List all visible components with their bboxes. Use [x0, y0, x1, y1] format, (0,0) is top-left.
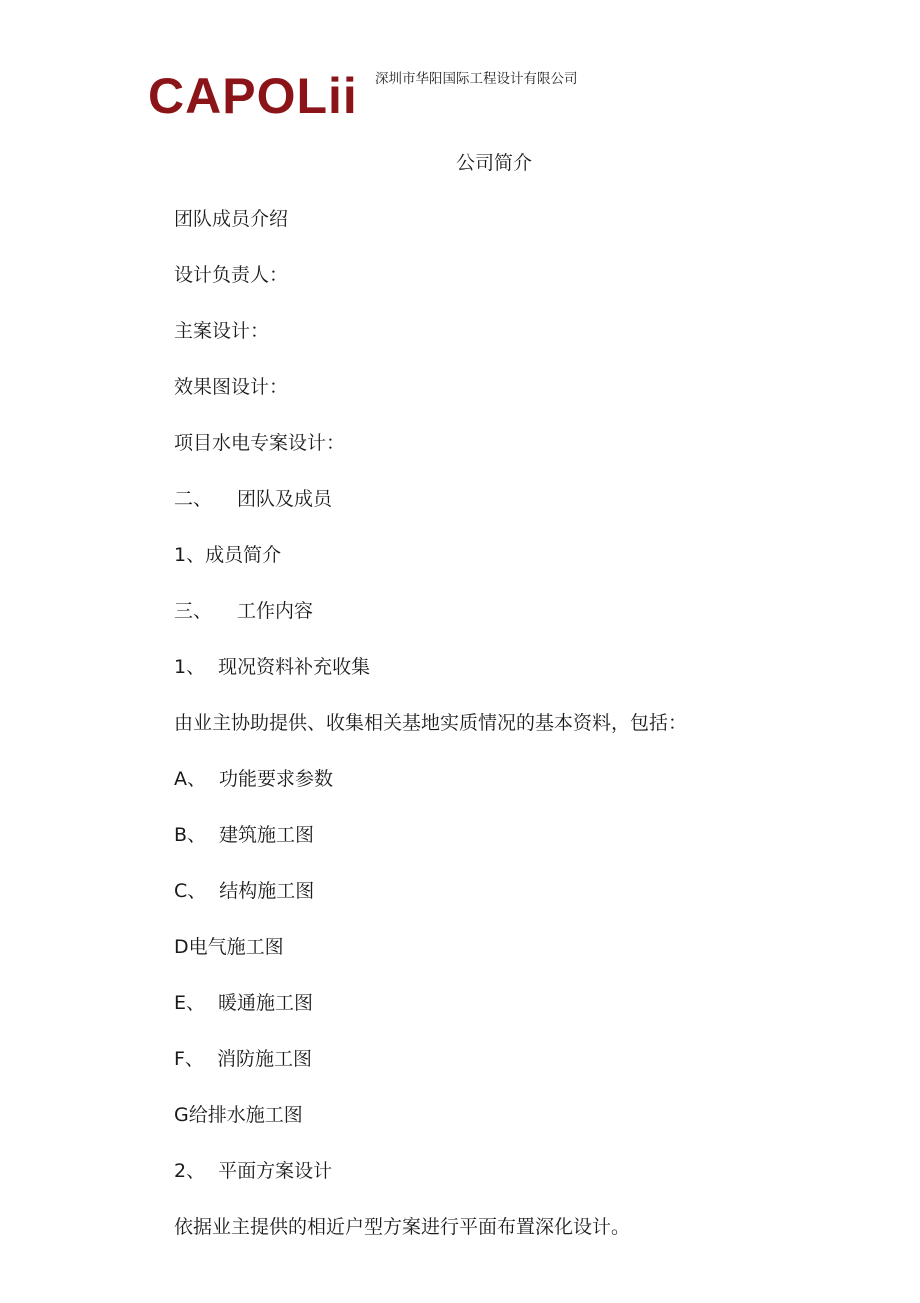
item-label: 暖通施工图 [218, 992, 314, 1014]
item-label: 平面方案设计 [218, 1160, 333, 1182]
item-label: 功能要求参数 [219, 768, 334, 790]
list-item-g: G给排水施工图 [174, 1104, 303, 1126]
item-label: 建筑施工图 [219, 824, 315, 846]
section-label: 团队及成员 [237, 488, 333, 510]
line-owner-provides: 由业主协助提供、收集相关基地实质情况的基本资料，包括： [174, 712, 688, 734]
document-title: 公司简介 [455, 152, 532, 174]
item-label: 现况资料补充收集 [218, 656, 371, 678]
list-item-f [174, 1046, 312, 1072]
line-member-profile: 1、成员简介 [174, 544, 282, 566]
item-number: 1、 [174, 656, 206, 678]
section-number: 二、 [174, 488, 213, 510]
item-label: 结构施工图 [219, 880, 315, 902]
section-label: 工作内容 [237, 600, 314, 622]
list-item-e [174, 990, 313, 1016]
list-item-a [174, 766, 333, 792]
list-item-c [174, 878, 314, 904]
list-item-d: D电气施工图 [174, 936, 284, 958]
section-heading-team [174, 486, 332, 512]
item-letter: E、 [174, 992, 206, 1014]
line-plan-deepening: 依据业主提供的相近户型方案进行平面布置深化设计。 [174, 1216, 631, 1238]
item-floor-plan-design [174, 1158, 332, 1184]
item-label: 消防施工图 [216, 1048, 312, 1070]
section-number: 三、 [174, 600, 213, 622]
item-letter: C、 [174, 880, 207, 902]
section-heading-work [174, 598, 313, 624]
line-mep-design: 项目水电专案设计： [174, 432, 346, 454]
line-team-intro: 团队成员介绍 [174, 208, 289, 230]
item-number: 2、 [174, 1160, 206, 1182]
item-letter: F、 [174, 1048, 204, 1070]
line-rendering-design: 效果图设计： [174, 376, 289, 398]
company-logo: CAPOLii [148, 68, 358, 124]
item-letter: B、 [174, 824, 207, 846]
line-design-lead: 设计负责人： [174, 264, 289, 286]
list-item-b [174, 822, 314, 848]
item-data-collection [174, 654, 370, 680]
line-main-design: 主案设计： [174, 320, 270, 342]
company-name: 深圳市华阳国际工程设计有限公司 [375, 71, 578, 87]
item-letter: A、 [174, 768, 206, 790]
